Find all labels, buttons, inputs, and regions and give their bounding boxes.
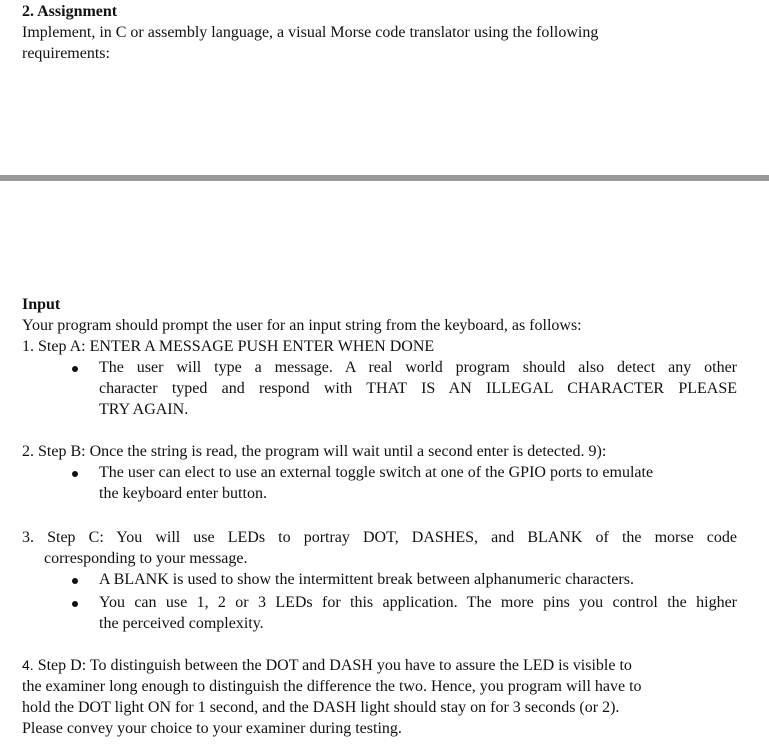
bullet-icon <box>72 471 78 477</box>
assignment-line-1: Implement, in C or assembly language, a visual Morse code translator using the following <box>22 24 599 41</box>
step-d-number: 4. <box>22 657 34 673</box>
step-d-line-3: hold the DOT light ON for 1 second, and the DASH light should stay on for 3 seconds (or 2). <box>22 699 620 716</box>
step-a-bullet-1-line-3: TRY AGAIN. <box>99 401 189 418</box>
step-d-line-2: the examiner long enough to distinguish the difference the two. Hence, you program will have to <box>22 678 642 695</box>
step-a-bullet-1 <box>99 357 737 420</box>
bullet-icon <box>72 601 78 607</box>
bullet-icon <box>72 578 78 584</box>
step-d-text <box>22 655 742 739</box>
step-c-line-1: 3. Step C: You will use LEDs to portray DOT, DASHES, and BLANK of the morse code <box>22 529 737 546</box>
assignment-heading: 2. Assignment <box>22 3 118 20</box>
step-b-bullet-1-line-1: The user can elect to use an external toggle switch at one of the GPIO ports to emulate <box>99 464 654 481</box>
step-c-bullet-2 <box>99 592 737 634</box>
step-a-bullet-1-line-2: character typed and respond with THAT IS AN ILLEGAL CHARACTER PLEASE <box>99 380 737 397</box>
input-heading: Input <box>22 296 61 313</box>
step-c-text <box>22 527 737 548</box>
step-b-title: 2. Step B: Once the string is read, the program will wait until a second enter is detected. 9): <box>22 443 607 460</box>
bullet-icon <box>72 366 78 372</box>
step-c-bullet-2-line-1: You can use 1, 2 or 3 LEDs for this application. The more pins you control the higher <box>99 594 737 611</box>
page-divider <box>0 175 769 181</box>
step-c-line-2: corresponding to your message. <box>44 550 248 567</box>
assignment-line-2: requirements: <box>22 45 110 62</box>
step-b-bullet-1 <box>99 462 737 504</box>
step-a-title: 1. Step A: ENTER A MESSAGE PUSH ENTER WHEN DONE <box>22 338 435 355</box>
step-a-bullet-1-line-1: The user will type a message. A real world program should also detect any other <box>99 359 737 376</box>
step-d-line-4: Please convey your choice to your examiner during testing. <box>22 720 402 737</box>
input-intro: Your program should prompt the user for an input string from the keyboard, as follows: <box>22 317 582 334</box>
step-c-bullet-1: A BLANK is used to show the intermittent break between alphanumeric characters. <box>99 571 634 588</box>
step-b-bullet-1-line-2: the keyboard enter button. <box>99 485 267 502</box>
step-d-line-1: Step D: To distinguish between the DOT and DASH you have to assure the LED is visible to <box>33 657 632 674</box>
step-c-bullet-2-line-2: the perceived complexity. <box>99 615 264 632</box>
